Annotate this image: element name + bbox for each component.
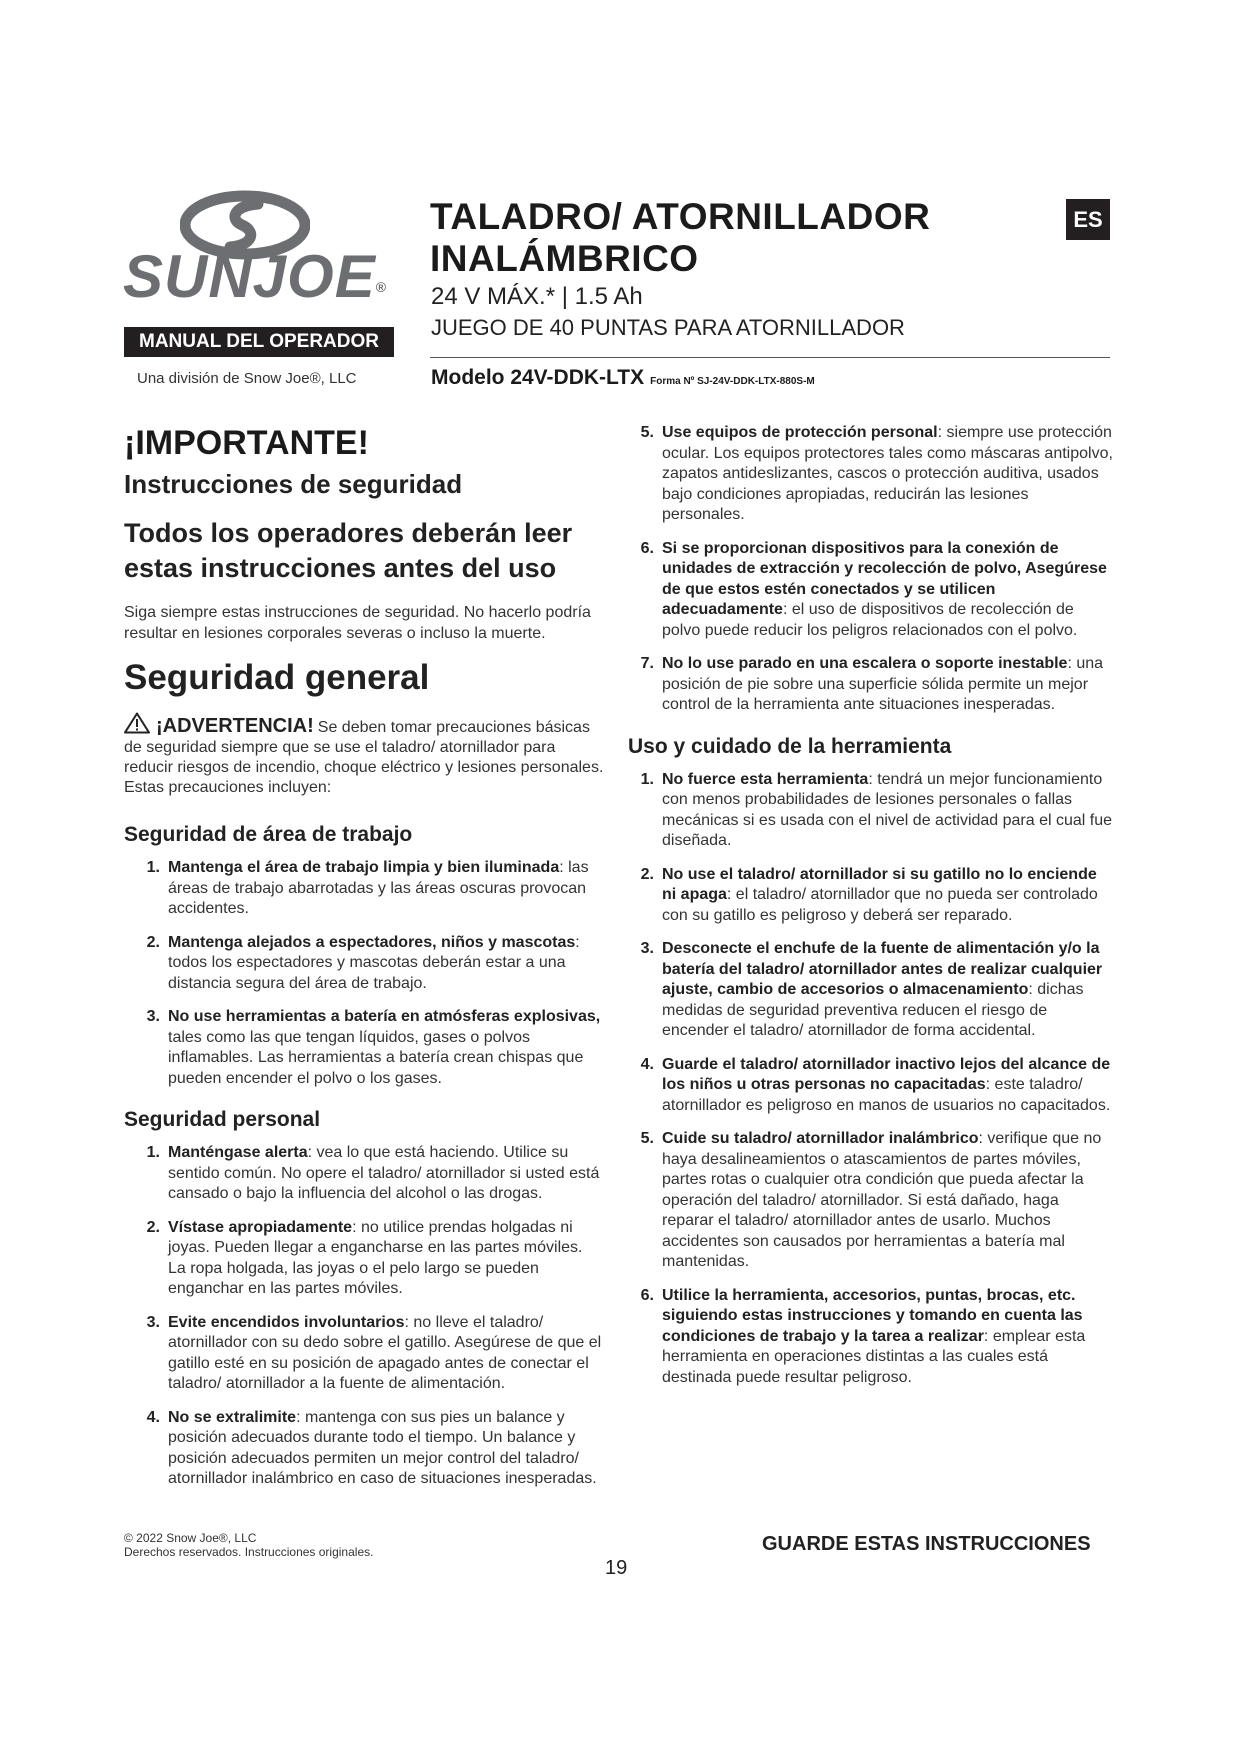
list-item: 6. Utilice la herramienta, accesorios, puntas, brocas, etc. siguiendo estas instrucciones y tomando en cuenta las condiciones de trabajo y la tarea a realizar: emplear esta herramienta en operaciones distintas a las cuales está destinada puede resultar peligroso. [640, 1286, 1086, 1386]
spec-line: 24 V MÁX.* | 1.5 Ah [431, 283, 643, 310]
list-item: 1. Mantenga el área de trabajo limpia y bien iluminada: las áreas de trabajo abarrotadas y las áreas oscuras provocan accidentes. [146, 859, 589, 917]
list-item: 2. Mantenga alejados a espectadores, niños y mascotas: todos los espectadores y mascotas deberán estar a una distancia segura del área de trabajo. [146, 933, 580, 992]
work-area-list [124, 858, 604, 1089]
form-number: Forma Nº SJ-24V-DDK-LTX-880S-M [650, 376, 815, 387]
brand-wordmark: SUNJOE® [123, 243, 388, 310]
intro-paragraph: Siga siempre estas instrucciones de seguridad. No hacerlo podría resultar en lesiones corporales severas o incluso la muerte. [124, 604, 591, 642]
title-line: TALADRO/ ATORNILLADOR [430, 196, 931, 237]
page-number: 19 [605, 1557, 628, 1579]
warning-triangle-icon [124, 712, 150, 734]
manual-label: MANUAL DEL OPERADOR [124, 327, 394, 357]
list-item: 1. No fuerce esta herramienta: tendrá un mejor funcionamiento con menos probabilidades de lesiones personales o fallas mecánicas si es usada con el nivel de actividad para el cual fue diseñada. [640, 770, 1113, 849]
tool-use-list [628, 770, 1114, 1389]
all-operators-heading: Todos los operadores deberán leer estas instrucciones antes del uso [124, 518, 573, 583]
list-item: 5. Use equipos de protección personal: siempre use protección ocular. Los equipos protectores tales como máscaras antipolvo, zapatos antideslizantes, cascos o protección auditiva, usados bajo condiciones apropiadas, reducirán las lesiones personales. [640, 424, 1113, 523]
list-item: 7. No lo use parado en una escalera o soporte inestable: una posición de pie sobre una superficie sólida permite un mejor control de la herramienta ante situaciones inesperadas. [640, 655, 1104, 713]
warning-paragraph [124, 712, 604, 798]
warning-text: Se deben tomar precauciones básicas de seguridad siempre que se use el taladro/ atornillador para reducir riesgos de incendio, choque eléctrico y lesiones personales. Estas precauciones incluyen: [124, 719, 604, 796]
list-item: 1. Manténgase alerta: vea lo que está haciendo. Utilice su sentido común. No opere el taladro/ atornillador si usted está cansado o bajo la influencia del alcohol o las drogas. [146, 1144, 600, 1202]
right-column [628, 423, 1114, 1406]
left-column [124, 420, 604, 1508]
personal-safety-list [124, 1143, 604, 1490]
list-item: 2. No use el taladro/ atornillador si su gatillo no lo enciende ni apaga: el taladro/ atornillador que no pueda ser controlado con su gatillo es peligroso y deberá ser reparado. [640, 865, 1098, 924]
list-item: 5. Cuide su taladro/ atornillador inalámbrico: verifique que no haya desalineamientos o atascamientos de partes móviles, partes rotas o cualquier otra condición que pueda afectar la operación del taladro/ atornillador. Si está dañado, haga reparar el taladro/ atornillador antes de usarlo. Muchos accidentes son causados por herramientas a batería mal mantenidas. [640, 1130, 1102, 1270]
personal-safety-list-continued [628, 423, 1114, 716]
list-item: 4. Guarde el taladro/ atornillador inactivo lejos del alcance de los niños u otras personas no capacitadas: este taladro/ atornillador es peligroso en manos de usuarios no capacitados. [640, 1055, 1111, 1114]
list-item: 3. Desconecte el enchufe de la fuente de alimentación y/o la batería del taladro/ atornillador antes de realizar cualquier ajuste, cambio de accesorios o almacenamiento: dichas medidas de seguridad preventiva reducen el riesgo de encender el taladro/ atornillador de forma accidental. [640, 940, 1103, 1039]
save-instructions: GUARDE ESTAS INSTRUCCIONES [762, 1533, 1091, 1555]
general-safety-heading: Seguridad general [124, 658, 430, 697]
title-line: INALÁMBRICO [430, 238, 699, 279]
header-divider [430, 357, 1110, 358]
division-text: Una división de Snow Joe®, LLC [137, 370, 357, 387]
list-item: 3. No use herramientas a batería en atmósferas explosivas, tales como las que tengan líquidos, gases o polvos inflamables. Las herramientas a batería crean chispas que pueden encender el polvo o los gases. [146, 1008, 601, 1087]
list-item: 3. Evite encendidos involuntarios: no lleve el taladro/ atornillador con su dedo sobre el gatillo. Asegúrese de que el gatillo esté en su posición de apagado antes de conectar el taladro/ atornillador a la fuente de alimentación. [146, 1313, 602, 1392]
personal-safety-heading: Seguridad personal [124, 1108, 321, 1131]
kit-line: JUEGO DE 40 PUNTAS PARA ATORNILLADOR [431, 315, 905, 340]
important-heading: ¡IMPORTANTE! [124, 424, 369, 462]
list-item: 2. Vístase apropiadamente: no utilice prendas holgadas ni joyas. Pueden llegar a engancharse en las partes móviles. La ropa holgada, las joyas o el pelo largo se pueden enganchar en las partes móviles. [146, 1218, 583, 1297]
product-title [430, 196, 930, 280]
language-badge: ES [1066, 199, 1110, 240]
warning-label: ¡ADVERTENCIA! [156, 715, 314, 737]
model-line: Modelo 24V-DDK-LTX Forma Nº SJ-24V-DDK-LTX-880S-M [431, 366, 815, 389]
copyright-line: © 2022 Snow Joe®, LLC [124, 1531, 257, 1545]
copyright-text [124, 1531, 373, 1559]
list-item: 6. Si se proporcionan dispositivos para la conexión de unidades de extracción y recolección de polvo, Asegúrese de que estos estén conectados y se utilicen adecuadamente: el uso de dispositivos de recolección de polvo puede reducir los peligros relacionados con el polvo. [640, 539, 1107, 639]
list-item: 4. No se extralimite: mantenga con sus pies un balance y posición adecuados durante todo el tiempo. Un balance y posición adecuados permiten un mejor control del taladro/ atornillador inalámbrico en caso de situaciones inesperadas. [146, 1408, 597, 1487]
work-area-heading: Seguridad de área de trabajo [124, 823, 413, 846]
safety-instructions-heading: Instrucciones de seguridad [124, 469, 463, 499]
tool-use-heading: Uso y cuidado de la herramienta [628, 734, 952, 758]
copyright-line: Derechos reservados. Instrucciones originales. [124, 1545, 374, 1559]
